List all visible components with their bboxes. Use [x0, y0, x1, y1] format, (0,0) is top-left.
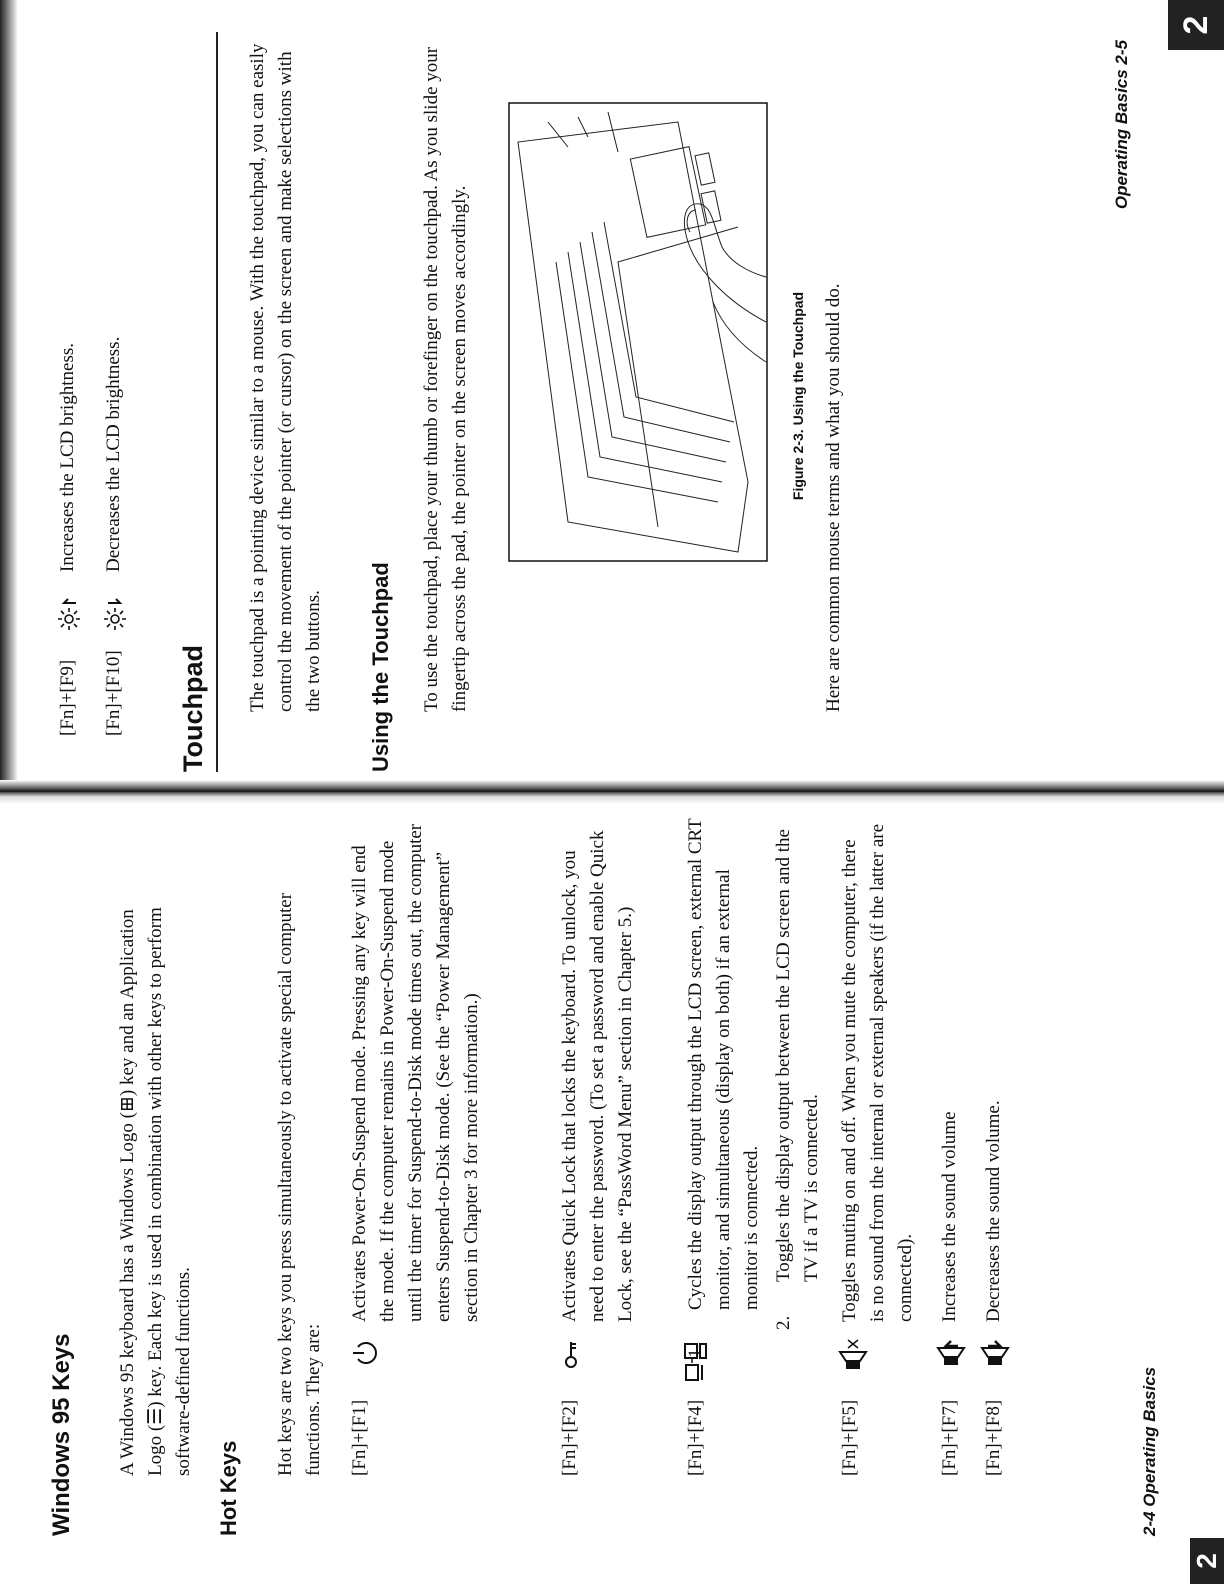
windows-95-keys-paragraph: A Windows 95 keyboard has a Windows Logo (⊞) key and an Application Logo (☰) key. Each key is used in combination with other keys to perform software-defined functions. — [117, 907, 194, 1476]
hotkey-fn-f10-desc: Decreases the LCD brightness. — [103, 336, 124, 572]
hot-keys-heading: Hot Keys — [216, 1440, 241, 1536]
hotkey-fn-f2-desc: Activates Quick Lock that locks the keyboard. To unlock, you need to enter the password. (To set a password and enable Quick Lock, see the “PassWord Menu” section in Chapter 5.) — [559, 830, 636, 1322]
touchpad-illustration — [508, 102, 768, 562]
figure-caption: Figure 2-3. Using the Touchpad — [790, 291, 806, 501]
volume-down-icon — [980, 1338, 1010, 1368]
chapter-tab: 2 — [1168, 0, 1224, 50]
hotkey-fn-f8: [Fn]+[F8] — [983, 1399, 1004, 1476]
brightness-down-icon — [100, 596, 130, 632]
hotkey-fn-f2: [Fn]+[F2] — [559, 1399, 580, 1476]
section-rule — [216, 32, 218, 772]
hotkey-fn-f7-desc: Increases the sound volume — [939, 1111, 960, 1322]
volume-up-icon — [936, 1338, 966, 1368]
list-text: Toggles the display output between the LCD screen and the TV if a TV is connected. — [773, 829, 822, 1282]
mouse-terms-paragraph: Here are common mouse terms and what you should do. — [823, 283, 844, 712]
chapter-tab: 2 — [1190, 1538, 1224, 1584]
list-text: Cycles the display output through the LCD screen, external CRT monitor, and simultaneous (display on both) if an external monitor is connected. — [685, 818, 762, 1310]
touchpad-paragraph: The touchpad is a pointing device similar to a mouse. With the touchpad, you can easily control the movement of the pointer (or cursor) on the screen and make selections with the two buttons. — [247, 43, 324, 712]
using-touchpad-paragraph: To use the touchpad, place your thumb or forefinger on the touchpad. As you slide your fingertip across the pad, the pointer on the screen moves accordingly. — [421, 46, 470, 712]
hotkey-fn-f5-desc: Toggles muting on and off. When you mute the computer, there is no sound from the internal or external speakers (if the latter are connected). — [839, 823, 916, 1322]
hotkey-fn-f9: [Fn]+[F9] — [57, 659, 78, 736]
using-touchpad-heading: Using the Touchpad — [368, 562, 393, 772]
hotkey-fn-f4-item-2 — [770, 814, 826, 1330]
page-2-4 — [0, 792, 1224, 1584]
list-number: 1. — [685, 1343, 706, 1358]
hotkey-fn-f1: [Fn]+[F1] — [349, 1399, 370, 1476]
windows-95-keys-heading: Windows 95 Keys — [48, 1333, 75, 1536]
hot-keys-intro: Hot keys are two keys you press simultaneously to activate special computer functions. They are: — [275, 892, 324, 1476]
power-icon — [350, 1338, 380, 1368]
key-icon — [556, 1338, 586, 1372]
hotkey-fn-f5: [Fn]+[F5] — [839, 1399, 860, 1476]
hotkey-fn-f7: [Fn]+[F7] — [939, 1399, 960, 1476]
touchpad-heading: Touchpad — [178, 645, 208, 772]
hotkey-fn-f4-item-1 — [682, 814, 766, 1358]
hotkey-fn-f9-desc: Increases the LCD brightness. — [57, 343, 78, 572]
page-footer-2-5: Operating Basics 2-5 — [1112, 40, 1131, 210]
hotkey-fn-f8-desc: Decreases the sound volume. — [983, 1100, 1004, 1322]
brightness-up-icon — [54, 596, 84, 632]
list-number: 2. — [773, 1315, 794, 1330]
mute-icon — [838, 1338, 868, 1372]
hotkey-fn-f1-desc: Activates Power-On-Suspend mode. Pressing any key will end the mode. If the computer remains in Power-On-Suspend mode until the timer for Suspend-to-Disk mode times out, the computer enters Suspend-to-Disk mode. (See the “Power Management” section in Chapter 3 for more information.) — [349, 823, 482, 1322]
hotkey-fn-f4-desc — [682, 814, 826, 1358]
page-footer-2-4: 2-4 Operating Basics — [1140, 1366, 1159, 1536]
hotkey-fn-f4: [Fn]+[F4] — [685, 1399, 706, 1476]
hotkey-fn-f10: [Fn]+[F10] — [103, 650, 124, 736]
